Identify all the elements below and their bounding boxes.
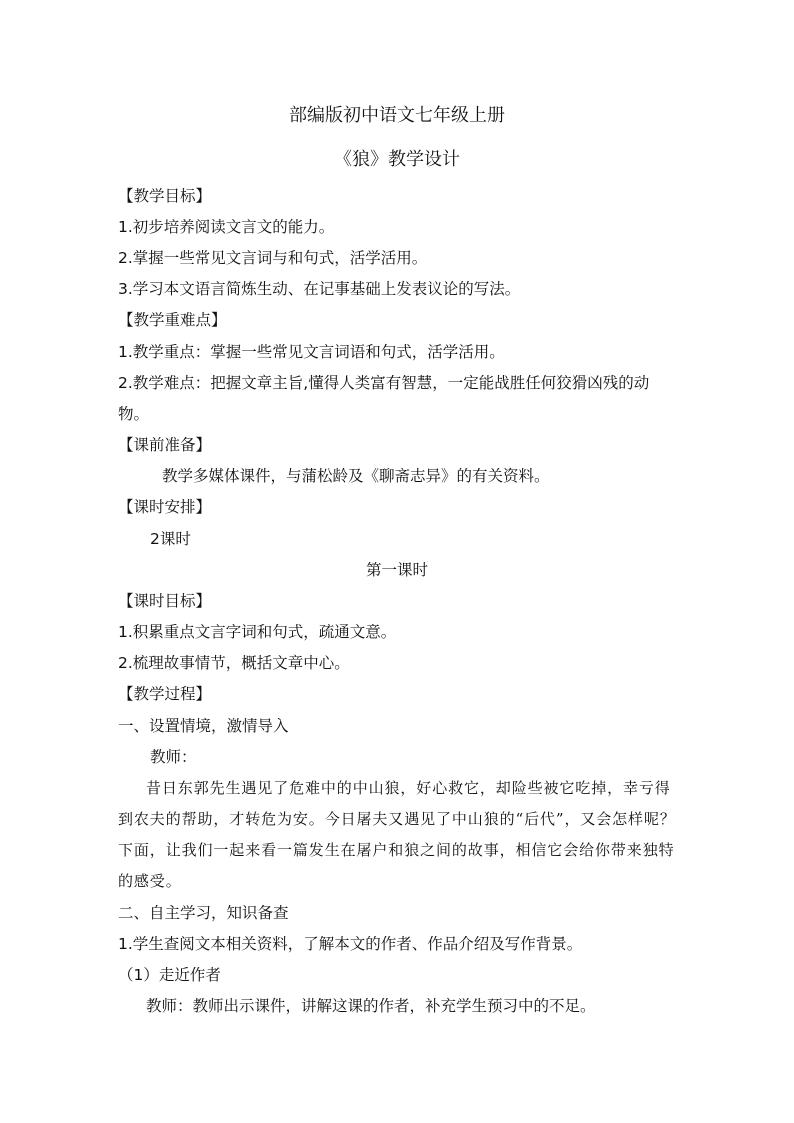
step-one-heading: 一、设置情境，激情导入 <box>118 717 289 735</box>
goal-item: 3.学习本文语言简炼生动、在记事基础上发表议论的写法。 <box>118 280 521 298</box>
preparation-text: 教学多媒体课件，与蒲松龄及《聊斋志异》的有关资料。 <box>162 467 550 485</box>
goal-item: 2.掌握一些常见文言词与和句式，活学活用。 <box>118 249 428 267</box>
heading-schedule: 【课时安排】 <box>118 498 212 516</box>
story-paragraph-line: 到农夫的帮助，才转危为安。今日屠夫又遇见了中山狼的“后代”，又会怎样呢？ <box>118 810 676 828</box>
lesson-one-heading: 第一课时 <box>365 561 428 579</box>
heading-teaching-process: 【教学过程】 <box>118 685 212 703</box>
step-two-item: 1.学生查阅文本相关资料，了解本文的作者、作品介绍及写作背景。 <box>118 935 583 953</box>
heading-lesson-goals: 【课时目标】 <box>118 592 212 610</box>
doc-subtitle: 《狼》教学设计 <box>334 149 460 170</box>
step-two-subheading: （1）走近作者 <box>118 966 221 984</box>
key-point-item-continued: 物。 <box>118 405 150 423</box>
teacher-label: 教师： <box>150 748 197 766</box>
heading-preparation: 【课前准备】 <box>118 436 212 454</box>
goal-item: 1.初步培养阅读文言文的能力。 <box>118 218 335 236</box>
schedule-text: 2课时 <box>150 530 191 548</box>
story-paragraph-line: 的感受。 <box>118 872 182 890</box>
doc-title: 部编版初中语文七年级上册 <box>289 105 505 126</box>
step-two-teacher-text: 教师：教师出示课件，讲解这课的作者，补充学生预习中的不足。 <box>146 997 596 1015</box>
heading-key-points: 【教学重难点】 <box>118 311 227 329</box>
story-paragraph-line: 下面，让我们一起来看一篇发生在屠户和狼之间的故事，相信它会给你带来独特 <box>118 841 675 859</box>
step-two-heading: 二、自主学习，知识备查 <box>118 904 289 922</box>
heading-teaching-goals: 【教学目标】 <box>118 187 212 205</box>
key-point-item: 1.教学重点：掌握一些常见文言词语和句式，活学活用。 <box>118 343 505 361</box>
lesson-goal-item: 2.梳理故事情节，概括文章中心。 <box>118 654 350 672</box>
lesson-goal-item: 1.积累重点文言字词和句式，疏通文意。 <box>118 623 397 641</box>
key-point-item: 2.教学难点：把握文章主旨,懂得人类富有智慧，一定能战胜任何狡猾凶残的动 <box>118 374 650 392</box>
story-paragraph-line: 昔日东郭先生遇见了危难中的中山狼，好心救它，却险些被它吃掉，幸亏得 <box>146 779 671 797</box>
